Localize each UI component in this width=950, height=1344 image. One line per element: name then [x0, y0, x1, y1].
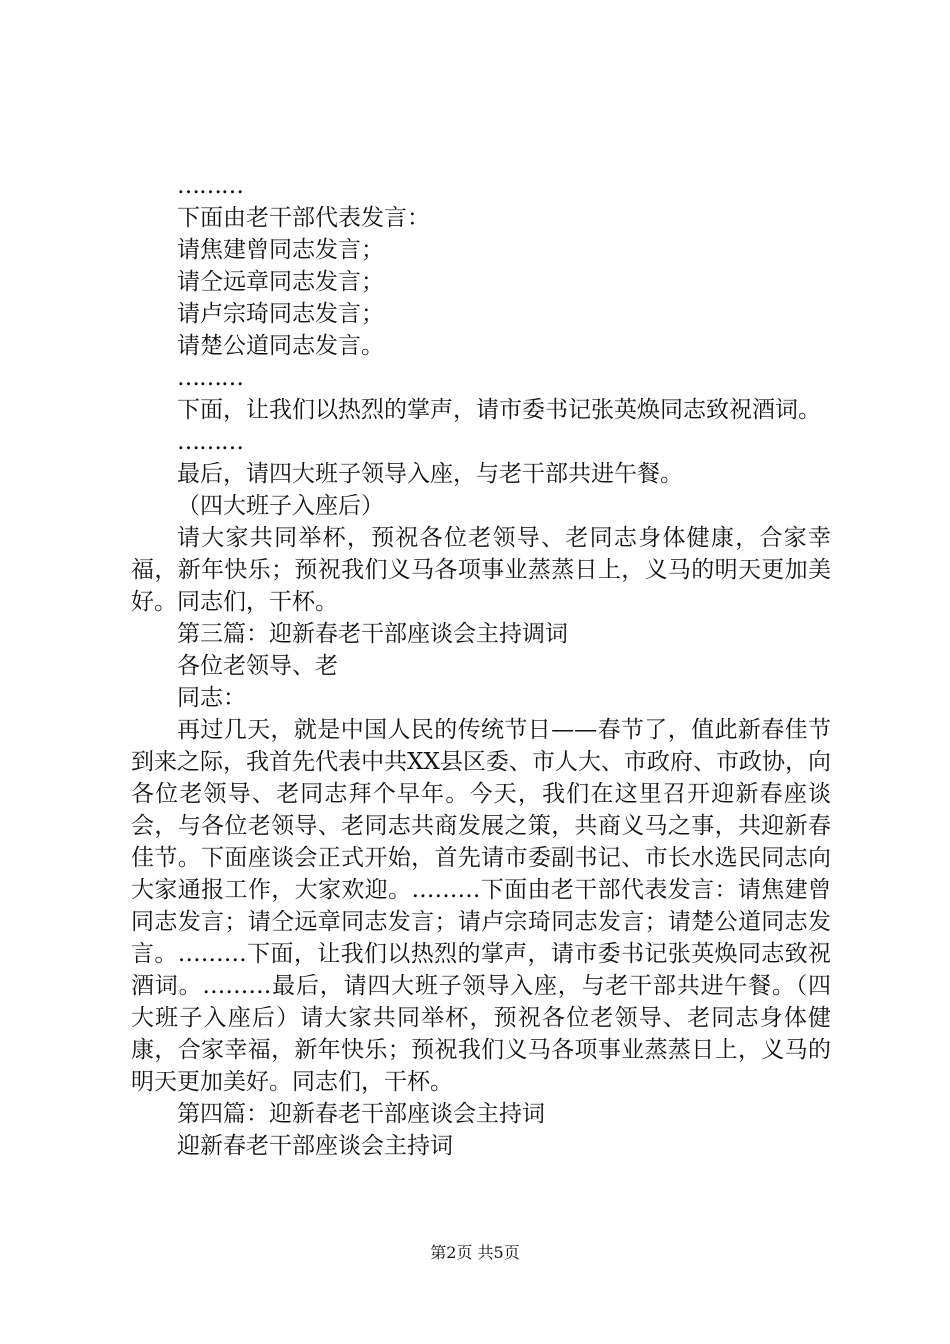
text-line: （四大班子入座后） — [177, 493, 384, 519]
section-heading: 第三篇：迎新春老干部座谈会主持调词 — [177, 621, 568, 647]
paragraph-toast: 下面，让我们以热烈的掌声，请市委书记张英焕同志致祝酒词。 — [177, 397, 821, 423]
text-line: 迎新春老干部座谈会主持词 — [177, 1133, 453, 1159]
text-line: 同志： — [177, 685, 246, 711]
ellipsis-line: ……… — [177, 173, 243, 199]
text-line: 请楚公道同志发言。 — [177, 333, 384, 359]
text-line: 请仝远章同志发言； — [177, 269, 384, 295]
section-heading: 第四篇：迎新春老干部座谈会主持词 — [177, 1101, 545, 1127]
document-body — [131, 170, 831, 1162]
paragraph-cheers: 请大家共同举杯，预祝各位老领导、老同志身体健康，合家幸福，新年快乐；预祝我们义马各项事业蒸蒸日上，义马的明天更加美好。同志们，干杯。 — [131, 525, 831, 615]
ellipsis-line: ……… — [177, 365, 243, 391]
ellipsis-line: ……… — [177, 429, 243, 455]
text-line: 请焦建曾同志发言； — [177, 237, 384, 263]
paragraph-main: 再过几天，就是中国人民的传统节日——春节了，值此新春佳节到来之际，我首先代表中共XX县区委、市人大、市政府、市政协，向各位老领导、老同志拜个早年。今天，我们在这里召开迎新春座谈会，与各位老领导、老同志共商发展之策，共商义马之事，共迎新春佳节。下面座谈会正式开始，首先请市委副书记、市长水选民同志向大家通报工作，大家欢迎。………下面由老干部代表发言：请焦建曾同志发言；请仝远章同志发言；请卢宗琦同志发言；请楚公道同志发言。………下面，让我们以热烈的掌声，请市委书记张英焕同志致祝酒词。………最后，请四大班子领导入座，与老干部共进午餐。（四大班子入座后）请大家共同举杯，预祝各位老领导、老同志身体健康，合家幸福，新年快乐；预祝我们义马各项事业蒸蒸日上，义马的明天更加美好。同志们，干杯。 — [131, 717, 831, 1095]
page-footer: 第2页 共5页 — [430, 1243, 520, 1262]
text-line: 请卢宗琦同志发言； — [177, 301, 384, 327]
text-line: 各位老领导、老 — [177, 653, 338, 679]
text-line: 下面由老干部代表发言： — [177, 205, 430, 231]
text-line: 最后，请四大班子领导入座，与老干部共进午餐。 — [177, 461, 683, 487]
